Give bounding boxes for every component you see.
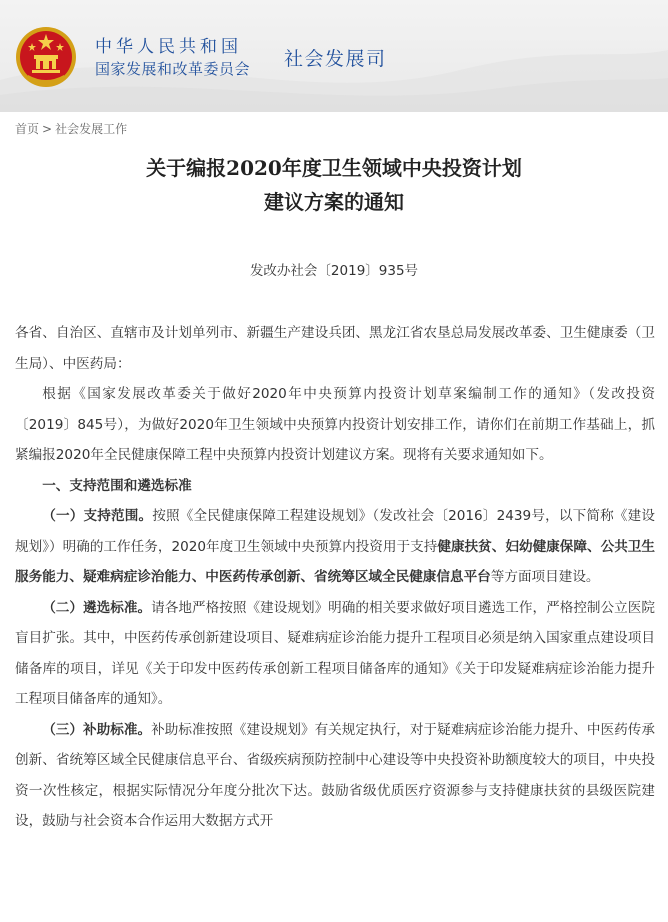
breadcrumb-home-link[interactable]: 首页 <box>15 122 40 136</box>
section-heading: 一、支持范围和遴选标准 <box>42 477 192 494</box>
item-label: （一）支持范围。 <box>42 508 153 524</box>
document-number: 发改办社会〔2019〕935号 <box>249 263 419 279</box>
article-title-line2: 建议方案的通知 <box>264 190 404 214</box>
item-subsidy-standard <box>15 715 655 837</box>
salutation: 各省、自治区、直辖市及计划单列市、新疆生产建设兵团、黑龙江省农垦总局发展改革委、卫生健康委（卫生局）、中医药局： <box>15 325 655 372</box>
breadcrumb-current-link[interactable]: 社会发展工作 <box>55 122 128 136</box>
item-text: 补助标准按照《建设规划》有关规定执行，对于疑难病症诊治能力提升、中医药传承创新、省统筹区域全民健康信息平台、省级疾病预防控制中心建设等中央投资补助额度较大的项目，中央投资一次性核定，根据实际情况分年度分批次下达。鼓励省级优质医疗资源参与支持健康扶贫的县级医院建设，鼓励与社会资本合作运用大数据方式开 <box>15 721 656 829</box>
breadcrumb-separator: > <box>42 122 53 136</box>
item-label: （二）遴选标准。 <box>42 599 152 616</box>
national-emblem-icon <box>14 25 78 89</box>
item-selection-criteria <box>15 593 655 715</box>
org-name <box>95 36 250 79</box>
site-header <box>0 0 668 112</box>
item-text: 等方面项目建设。 <box>490 569 600 585</box>
item-emphasis: 健康扶贫、妇幼健康保障、公共卫生服务能力、疑难病症诊治能力、中医药传承创新、省统筹区域全民健康信息平台 <box>15 538 656 585</box>
department-name: 社会发展司 <box>284 48 387 70</box>
item-label: （三）补助标准。 <box>42 721 152 738</box>
item-support-scope <box>15 501 655 593</box>
item-text: 按照《全民健康保障工程建设规划》（发改社会〔2016〕2439号，以下简称《建设规划》）明确的工作任务，2020年度卫生领域中央预算内投资用于支持 <box>15 508 656 555</box>
item-text: 请各地严格按照《建设规划》明确的相关要求做好项目遴选工作，严格控制公立医院盲目扩张。其中，中医药传承创新建设项目、疑难病症诊治能力提升工程项目必须是纳入国家重点建设项目储备库的项目，详见《关于印发中医药传承创新工程项目储备库的通知》《关于印发疑难病症诊治能力提升工程项目储备库的通知》。 <box>15 599 656 707</box>
article-body <box>15 318 655 837</box>
intro-paragraph: 根据《国家发展改革委关于做好2020年中央预算内投资计划草案编制工作的通知》（发改投资〔2019〕845号），为做好2020年卫生领域中央预算内投资计划安排工作，请你们在前期工作基础上，抓紧编报2020年全民健康保障工程中央预算内投资计划建议方案。现将有关要求通知如下。 <box>15 386 655 463</box>
breadcrumb <box>15 120 127 137</box>
org-name-line1: 中华人民共和国 <box>95 37 242 57</box>
article-title <box>0 151 668 219</box>
org-name-line2: 国家发展和改革委员会 <box>95 60 251 78</box>
article-title-line1: 关于编报2020年度卫生领域中央投资计划 <box>146 156 522 180</box>
